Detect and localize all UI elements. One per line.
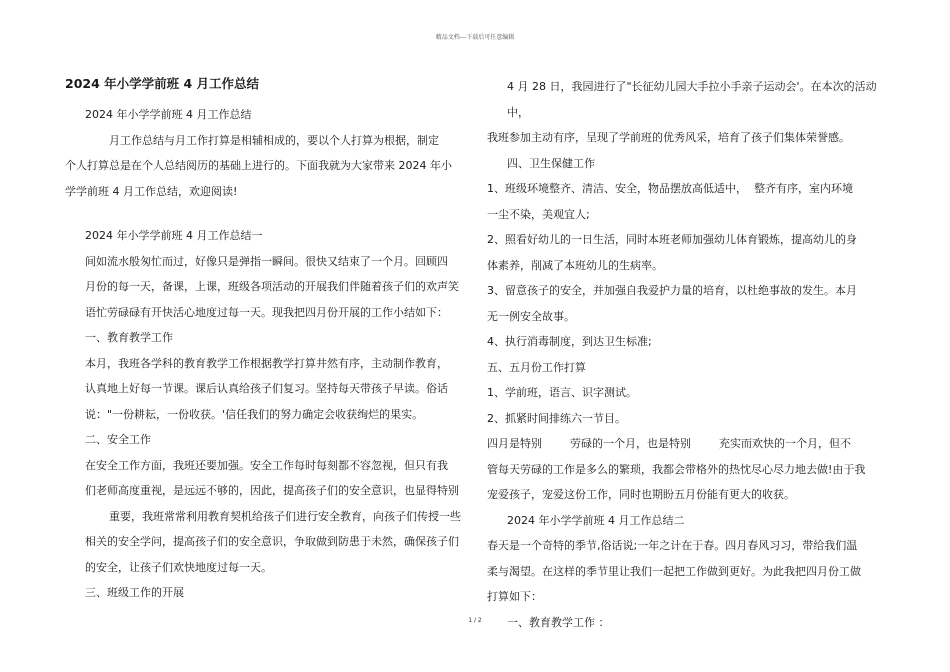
- sub-heading: 一、教育教学工作: [85, 331, 173, 344]
- sub-heading: 四、卫生保健工作: [507, 156, 595, 170]
- subtitle: 2024 年小学学前班 4 月工作总结: [85, 108, 252, 121]
- right-column: [487, 74, 887, 635]
- list-item: 4、执行消毒制度，到达卫生标准;: [487, 335, 652, 348]
- list-item: 无一例安全故事。: [487, 309, 575, 323]
- paragraph-line: 4 月 28 日，我园进行了"长征幼儿园大手拉小手亲子运动会'。在本次的活动中，: [507, 80, 877, 119]
- sub-heading: 二、安全工作: [85, 433, 151, 446]
- paragraph-line: 间如流水般匆忙而过，好像只是弹指一瞬间。很快又结束了一个月。回顾四: [85, 254, 448, 268]
- list-item: 3、留意孩子的安全，并加强自我爱护力量的培育，以杜绝事故的发生。本月: [487, 284, 857, 297]
- paragraph-line: 语忙劳碌碌有开快活心地度过每一天。现我把四月份开展的工作小结如下：: [85, 305, 448, 319]
- list-item: 2、照看好幼儿的一日生活，同时本班老师加强幼儿体育锻炼，提高幼儿的身: [487, 233, 857, 246]
- paragraph-line: 四月是特别 劳碌的一个月，也是特别 充实而欢快的一个月，但不: [487, 437, 851, 450]
- intro-line: 个人打算总是在个人总结阅历的基础上进行的。下面我就为大家带来 2024 年小: [65, 159, 452, 172]
- section-heading: 2024 年小学学前班 4 月工作总结一: [85, 229, 263, 242]
- paragraph-line: 的安全，让孩子们欢快地度过每一天。: [85, 560, 272, 574]
- paragraph-line: 说："一份耕耘，一份收获。'信任我们的努力确定会收获绚烂的果实。: [85, 407, 424, 421]
- sub-heading: 三、班级工作的开展: [85, 586, 184, 599]
- intro-line: 月工作总结与月工作打算是相辅相成的，要以个人打算为根据，制定: [109, 133, 439, 147]
- sub-heading: 五、五月份工作打算: [487, 360, 586, 374]
- list-item: 1、学前班，语言、识字测试。: [487, 386, 637, 399]
- left-column: [65, 74, 465, 606]
- list-item: 体素养，削减了本班幼儿的生病率。: [487, 258, 663, 272]
- list-item: 1、班级环境整齐、清洁、安全，物品摆放高低适中， 整齐有序，室内环境: [487, 182, 853, 195]
- page-number: 1 / 2: [468, 617, 482, 624]
- paragraph-line: 打算如下：: [487, 590, 542, 603]
- paragraph-line: 认真地上好每一节课。课后认真给孩子们复习。坚持每天带孩子早读。俗话: [85, 382, 448, 395]
- section-heading: 2024 年小学学前班 4 月工作总结二: [507, 513, 685, 527]
- intro-line: 学学前班 4 月工作总结，欢迎阅读!: [65, 184, 238, 198]
- list-item: 一尘不染，美观宜人;: [487, 207, 590, 221]
- paragraph-line: 重要，我班常常利用教育契机给孩子们进行安全教育，向孩子们传授一些: [109, 509, 461, 523]
- list-item: 2、抓紧时间排练六一节目。: [487, 411, 626, 425]
- paragraph-line: 月份的每一天，备课，上课，班级各项活动的开展我们伴随着孩子们的欢声笑: [85, 280, 459, 293]
- paragraph-line: 管每天劳碌的工作是多么的繁琐，我都会带格外的热忱尽心尽力地去做!由于我: [487, 462, 866, 476]
- paragraph-line: 柔与渴望。在这样的季节里让我们一起把工作做到更好。为此我把四月份工做: [487, 564, 861, 578]
- paragraph-line: 们老师高度重视，是远远不够的，因此，提高孩子们的安全意识，也显得特别: [85, 484, 459, 497]
- sub-heading: 一、教育教学工作 ：: [507, 615, 610, 629]
- paragraph-line: 宠爱孩子，宠爱这份工作，同时也期盼五月份能有更大的收获。: [487, 488, 795, 501]
- document-title: 2024 年小学学前班 4 月工作总结: [65, 76, 260, 91]
- paragraph-line: 春天是一个奇特的季节,俗话说;一年之计在于春。四月春风习习，带给我们温: [487, 539, 858, 552]
- paragraph-line: 我班参加主动有序，呈现了学前班的优秀风采，培育了孩子们集体荣誉感。: [487, 131, 850, 144]
- paragraph-line: 相关的安全学问，提高孩子们的安全意识，争取做到防患于未然，确保孩子们: [85, 535, 459, 548]
- page-header: 精品文档---下载后可任意编辑: [435, 34, 515, 41]
- paragraph-line: 在安全工作方面，我班还要加强。安全工作每时每刻都不容忽视，但只有我: [85, 458, 448, 472]
- paragraph-line: 本月，我班各学科的教育教学工作根据教学打算井然有序，主动制作教育，: [85, 356, 448, 370]
